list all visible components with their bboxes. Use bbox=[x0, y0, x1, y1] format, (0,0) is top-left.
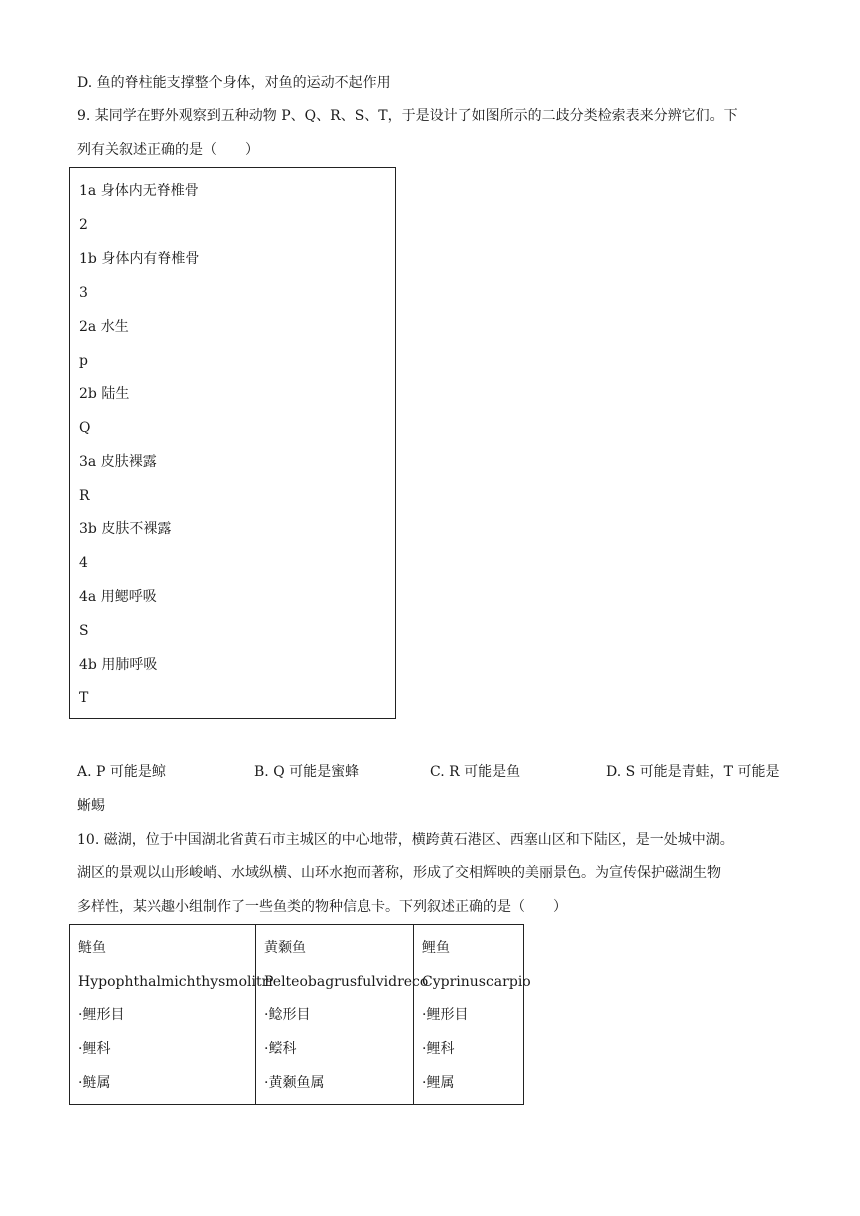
card-family: ·鲿科 bbox=[264, 1041, 297, 1057]
key-row: Q bbox=[79, 420, 91, 436]
key-row: 3a 皮肤裸露 bbox=[79, 454, 157, 470]
card-genus: ·鲤属 bbox=[422, 1075, 455, 1091]
q9-option-c: C. R 可能是鱼 bbox=[430, 764, 521, 780]
q10-stem-line2: 湖区的景观以山形峻峭、水域纵横、山环水抱而著称，形成了交相辉映的美丽景色。为宣传保护磁湖生物 bbox=[77, 865, 721, 881]
key-row: T bbox=[79, 690, 89, 706]
q9-option-d: D. S 可能是青蛙，T 可能是 bbox=[606, 764, 780, 780]
card-name: 鲢鱼 bbox=[78, 940, 106, 956]
card-common-carp bbox=[413, 925, 531, 1104]
key-row: R bbox=[79, 488, 90, 504]
q9-option-a: A. P 可能是鲸 bbox=[77, 764, 166, 780]
key-row: p bbox=[79, 353, 88, 369]
card-order: ·鲶形目 bbox=[264, 1007, 311, 1023]
card-silver-carp bbox=[70, 925, 273, 1104]
card-name: 黄颡鱼 bbox=[264, 940, 306, 956]
card-yellow-catfish bbox=[255, 925, 429, 1104]
dichotomous-key-table bbox=[69, 167, 396, 719]
key-row: 4a 用鳃呼吸 bbox=[79, 589, 157, 605]
key-row: 3 bbox=[79, 285, 88, 301]
card-order: ·鲤形目 bbox=[78, 1007, 125, 1023]
q10-stem-line3: 多样性，某兴趣小组制作了一些鱼类的物种信息卡。下列叙述正确的是（ ） bbox=[77, 899, 567, 915]
key-row: 3b 皮肤不裸露 bbox=[79, 521, 172, 537]
key-row: 2 bbox=[79, 217, 88, 233]
q9-stem-line1: 9. 某同学在野外观察到五种动物 P、Q、R、S、T，于是设计了如图所示的二歧分类检索表来分辨它们。下 bbox=[77, 108, 738, 124]
key-row: 4 bbox=[79, 555, 88, 571]
key-row: 2a 水生 bbox=[79, 319, 129, 335]
q10-stem-line1: 10. 磁湖，位于中国湖北省黄石市主城区的中心地带，横跨黄石港区、西塞山区和下陆区，是一处城中湖。 bbox=[77, 832, 734, 848]
fish-info-cards-table bbox=[69, 924, 531, 1105]
q9-stem-line2: 列有关叙述正确的是（ ） bbox=[77, 142, 259, 158]
card-latin: Hypophthalmichthysmolitri bbox=[78, 974, 273, 990]
q8-option-d: D. 鱼的脊柱能支撑整个身体，对鱼的运动不起作用 bbox=[77, 75, 391, 91]
card-latin: Cyprinuscarpio bbox=[422, 974, 531, 990]
card-genus: ·黄颡鱼属 bbox=[264, 1075, 325, 1091]
card-family: ·鲤科 bbox=[78, 1041, 111, 1057]
q9-option-b: B. Q 可能是蜜蜂 bbox=[254, 764, 360, 780]
card-genus: ·鲢属 bbox=[78, 1075, 111, 1091]
card-family: ·鲤科 bbox=[422, 1041, 455, 1057]
key-row: 1b 身体内有脊椎骨 bbox=[79, 251, 200, 267]
key-row: 1a 身体内无脊椎骨 bbox=[79, 183, 199, 199]
card-latin: Pelteobagrusfulvidreco bbox=[264, 974, 429, 990]
q9-option-d-continued: 蜥蜴 bbox=[77, 798, 105, 814]
card-order: ·鲤形目 bbox=[422, 1007, 469, 1023]
key-row: 4b 用肺呼吸 bbox=[79, 657, 158, 673]
key-row: S bbox=[79, 623, 89, 639]
key-row: 2b 陆生 bbox=[79, 386, 130, 402]
card-name: 鲤鱼 bbox=[422, 940, 450, 956]
